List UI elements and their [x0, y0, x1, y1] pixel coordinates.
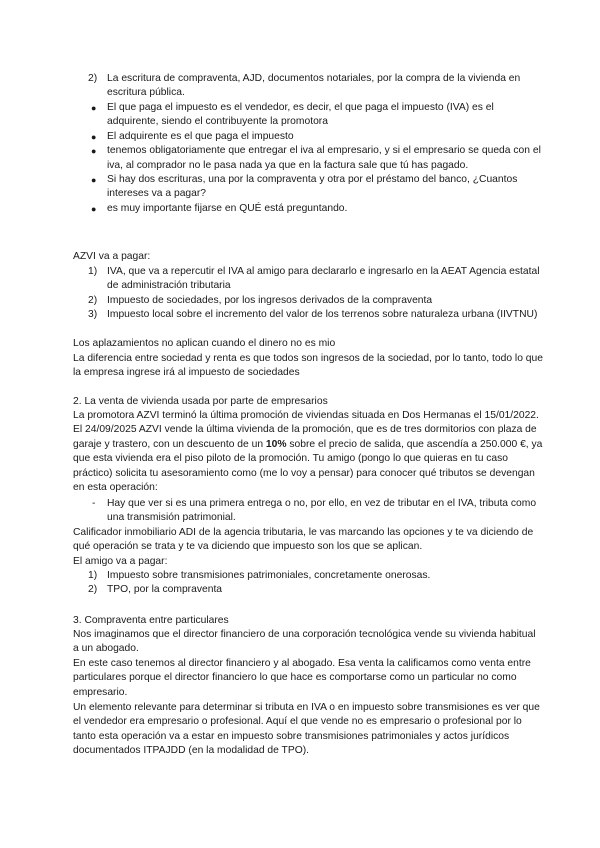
- list-marker: 1): [88, 570, 98, 581]
- top-bullet-list: [73, 101, 543, 216]
- dash-marker: -: [92, 498, 96, 509]
- azvi-intro: AZVI va a pagar:: [73, 251, 151, 262]
- bullet-icon: ●: [91, 175, 97, 186]
- azvi-note-aplazamientos: Los aplazamientos no aplican cuando el dinero no es mio: [73, 338, 336, 349]
- section-3-paragraph-3: Un elemento relevante para determinar si tributa en IVA o en impuesto sobre transmisiones es ver que el vendedor era empresario o profesional. Aquí el que vende no es empresario o profesional por lo tanto esta operación va a estar en impuesto sobre transmisiones patrimoniales y actos jurídicos documentados ITPAJDD (en la modalidad de TPO).: [73, 702, 540, 757]
- bullet-icon: ●: [91, 103, 97, 113]
- list-item: [73, 497, 543, 526]
- section-2-paragraph: [73, 409, 543, 495]
- calificador-paragraph: Calificador inmobiliario ADI de la agencia tributaria, le vas marcando las opciones y te va diciendo de qué operación se trata y te va diciendo que impuesto son los que se aplican.: [73, 527, 534, 553]
- list-item: [73, 308, 543, 322]
- list-item: [73, 569, 543, 583]
- list-item: [73, 202, 543, 216]
- list-item: [73, 173, 543, 202]
- section-3-paragraph-2: En este caso tenemos al director financiero y al abogado. Esa venta la calificamos como venta entre particulares porque el director financiero lo que hace es comportarse como un particular no como empresario.: [73, 658, 531, 698]
- section-3-heading: 3. Compraventa entre particulares: [73, 615, 229, 626]
- section-2-heading: 2. La venta de vivienda usada por parte de empresarios: [73, 396, 328, 407]
- azvi-list: [73, 265, 543, 323]
- discount-percent: 10%: [265, 438, 287, 450]
- list-item-text: tenemos obligatoriamente que entregar el iva al empresario, y si el empresario se queda con el iva, al comprador no le pasa nada ya que en la factura sale que tú has pagado.: [107, 145, 541, 171]
- list-item-text: Impuesto local sobre el incremento del valor de los terrenos sobre naturaleza urbana (IIVTNU): [107, 309, 538, 321]
- list-item: [73, 144, 543, 173]
- bullet-icon: ●: [91, 146, 97, 157]
- list-item: [73, 583, 543, 597]
- amigo-list: [73, 569, 543, 598]
- list-marker: 3): [88, 309, 98, 321]
- list-marker: 1): [88, 266, 98, 277]
- list-marker: 2): [88, 294, 98, 306]
- list-item: [73, 130, 543, 144]
- list-item: [73, 265, 543, 294]
- section-2-dash-list: [73, 497, 543, 526]
- amigo-intro: El amigo va a pagar:: [73, 556, 168, 567]
- list-item-text: Impuesto sobre transmisiones patrimoniales, concretamente onerosas.: [107, 570, 431, 581]
- bullet-icon: ●: [91, 131, 97, 142]
- list-marker: 2): [88, 73, 98, 84]
- list-marker: 2): [88, 584, 98, 596]
- paragraph-text: sobre el precio de salida, que ascendía a 250.000 €, ya que esta vivienda era el piso piloto de la promoción. Tu amigo (pongo lo que quieras en tu caso práctico) solicita tu asesoramiento como (me lo voy a pensar) para conocer qué tributos se devengan en esta operación:: [73, 438, 543, 494]
- list-item: [73, 72, 543, 101]
- list-item-text: Hay que ver si es una primera entrega o no, por ello, en vez de tributar en el IVA, tributa como una transmisión patrimonial.: [107, 498, 537, 524]
- list-item-text: El que paga el impuesto es el vendedor, es decir, el que paga el impuesto (IVA) es el adquirente, siendo el contribuyente la promotora: [107, 102, 494, 128]
- azvi-note-sociedad: La diferencia entre sociedad y renta es que todos son ingresos de la sociedad, por lo tanto, todo lo que la empresa ingrese irá al impuesto de sociedades: [73, 353, 543, 379]
- list-item: [73, 294, 543, 308]
- section-3-paragraph-1: Nos imaginamos que el director financiero de una corporación tecnológica vende su vivienda habitual a un abogado.: [73, 629, 536, 655]
- list-item-text: es muy importante fijarse en QUÉ está preguntando.: [107, 202, 348, 214]
- list-item: [73, 101, 543, 130]
- paragraph-text: La promotora AZVI terminó la última promoción de viviendas situada en Dos Hermanas el 15/01/2022. El 24/09/2025 AZVI vende la última vivienda de la promoción, que es de tres dormitorios con plaza de garaje y trastero, con un descuento de un: [73, 410, 539, 450]
- bullet-icon: ●: [91, 203, 97, 214]
- list-item-text: TPO, por la compraventa: [107, 584, 223, 596]
- list-item-text: IVA, que va a repercutir el IVA al amigo para declararlo e ingresarlo en la AEAT Agencia estatal de administración tributaria: [107, 266, 540, 292]
- list-item-text: El adquirente es el que paga el impuesto: [107, 130, 294, 142]
- list-item-text: Si hay dos escrituras, una por la compraventa y otra por el préstamo del banco, ¿Cuantos intereses va a pagar?: [107, 174, 518, 200]
- top-numbered-list: [73, 72, 543, 101]
- list-item-text: Impuesto de sociedades, por los ingresos derivados de la compraventa: [107, 294, 433, 306]
- list-item-text: La escritura de compraventa, AJD, documentos notariales, por la compra de la vivienda en escritura pública.: [107, 73, 521, 99]
